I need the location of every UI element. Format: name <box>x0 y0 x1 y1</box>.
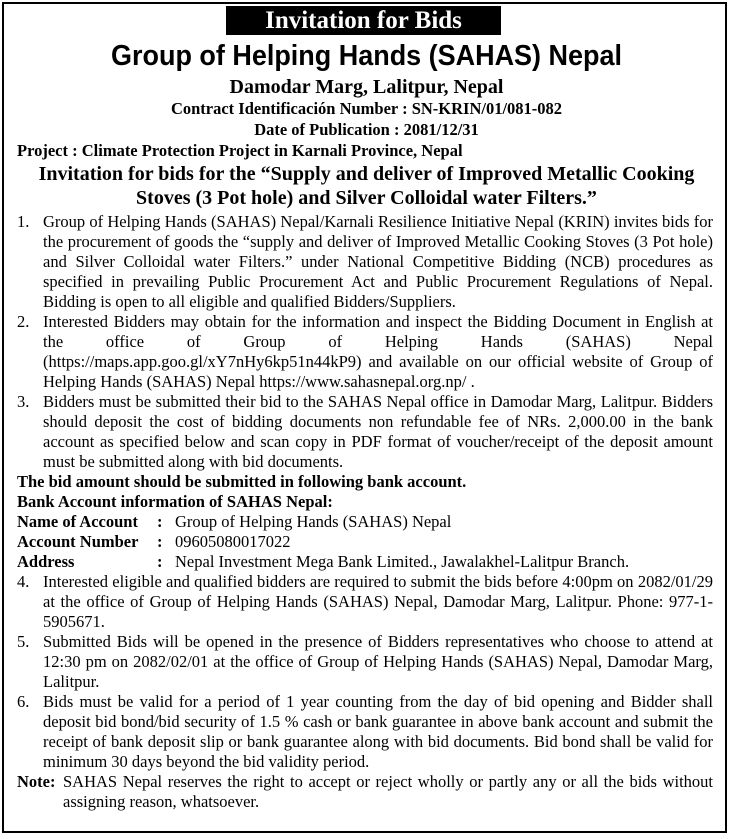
separator: : <box>157 532 163 551</box>
item-text: Group of Helping Hands (SAHAS) Nepal/Karnali Resilience Initiative Nepal (KRIN) invites bids for the procurement of goods the “supply and deliver of Improved Metallic Cooking Stoves (3 Pot hole) and Silver Colloidal water Filters.” under National Competitive Bidding (NCB) procedures as specified in prevailing Public Procurement Act and Public Procurement Regulations of Nepal. Bidding is open to all eligible and qualified Bidders/Suppliers. <box>43 212 713 311</box>
note-label: Note: <box>17 772 56 791</box>
bank-number-row <box>17 532 713 552</box>
list-item <box>17 572 713 632</box>
bank-address-row <box>17 552 713 572</box>
bank-number-value: 09605080017022 <box>175 532 291 551</box>
organization-address: Damodar Marg, Lalitpur, Nepal <box>229 76 504 98</box>
item-text: Bids must be valid for a period of 1 year counting from the day of bid opening and Bidder shall deposit bid bond/bid security of 1.5 % cash or bank guarantee in above bank account and submit the receipt of bank deposit slip or bank guarantee along with bid documents. Bid bond shall be valid for minimum 30 days beyond the bid validity period. <box>43 692 713 771</box>
separator: : <box>157 552 163 571</box>
note-text: SAHAS Nepal reserves the right to accept or reject wholly or partly any or all the bids without assigning reason, whatsoever. <box>63 772 713 811</box>
organization-name: Group of Helping Hands (SAHAS) Nepal <box>111 40 622 72</box>
bank-notice: The bid amount should be submitted in following bank account. <box>17 472 467 491</box>
item-number: 1. <box>17 212 30 231</box>
bank-name-row <box>17 512 713 532</box>
item-text: Interested eligible and qualified bidders are required to submit the bids before 4:00pm on 2082/01/29 at the office of Group of Helping Hands (SAHAS) Nepal, Damodar Marg, Lalitpur. Phone: 977-1-5905671. <box>43 572 713 631</box>
contract-number: Contract Identificación Number : SN-KRIN/01/081-082 <box>170 99 563 118</box>
banner-title: Invitation for Bids <box>226 6 501 35</box>
note-block <box>17 772 713 812</box>
bank-number-label: Account Number <box>17 532 139 551</box>
item-text: Bidders must be submitted their bid to the SAHAS Nepal office in Damodar Marg, Lalitpur. Bidders should deposit the cost of bidding documents non refundable fee of NRs. 2,000.00 in the bank account as specified below and scan copy in PDF format of voucher/receipt of the deposit amount must be submitted along with bid documents. <box>43 392 713 471</box>
item-number: 4. <box>17 572 30 591</box>
item-number: 5. <box>17 632 30 651</box>
item-text: Submitted Bids will be opened in the presence of Bidders representatives who choose to attend at 12:30 pm on 2082/02/01 at the office of Group of Helping Hands (SAHAS) Nepal, Damodar Marg, Lalitpur. <box>43 632 713 691</box>
bank-address-value: Nepal Investment Mega Bank Limited., Jawalakhel-Lalitpur Branch. <box>175 552 630 571</box>
items-first <box>17 212 713 812</box>
bank-name-value: Group of Helping Hands (SAHAS) Nepal <box>175 512 452 531</box>
bank-heading: Bank Account information of SAHAS Nepal: <box>17 492 333 511</box>
list-item <box>17 212 713 312</box>
item-number: 2. <box>17 312 30 331</box>
bank-name-label: Name of Account <box>17 512 138 531</box>
publication-date: Date of Publication : 2081/12/31 <box>254 120 479 139</box>
list-item <box>17 312 713 392</box>
item-number: 3. <box>17 392 30 411</box>
project-line: Project : Climate Protection Project in Karnali Province, Nepal <box>17 141 463 160</box>
list-item <box>17 692 713 772</box>
bank-address-label: Address <box>17 552 75 571</box>
item-number: 6. <box>17 692 30 711</box>
bid-headline: Invitation for bids for the “Supply and deliver of Improved Metallic Cooking Stoves (3 Pot hole) and Silver Colloidal water Filters.” <box>38 163 695 209</box>
item-text: Interested Bidders may obtain for the information and inspect the Bidding Document in English at the office of Group of Helping Hands (SAHAS) Nepal (https://maps.app.goo.gl/xY7nHy6kp51n44kP9) and available on our official website of Group of Helping Hands (SAHAS) Nepal https://www.sahasnepal.org.np/ . <box>43 312 713 391</box>
separator: : <box>157 512 163 531</box>
list-item <box>17 632 713 692</box>
list-item <box>17 392 713 472</box>
